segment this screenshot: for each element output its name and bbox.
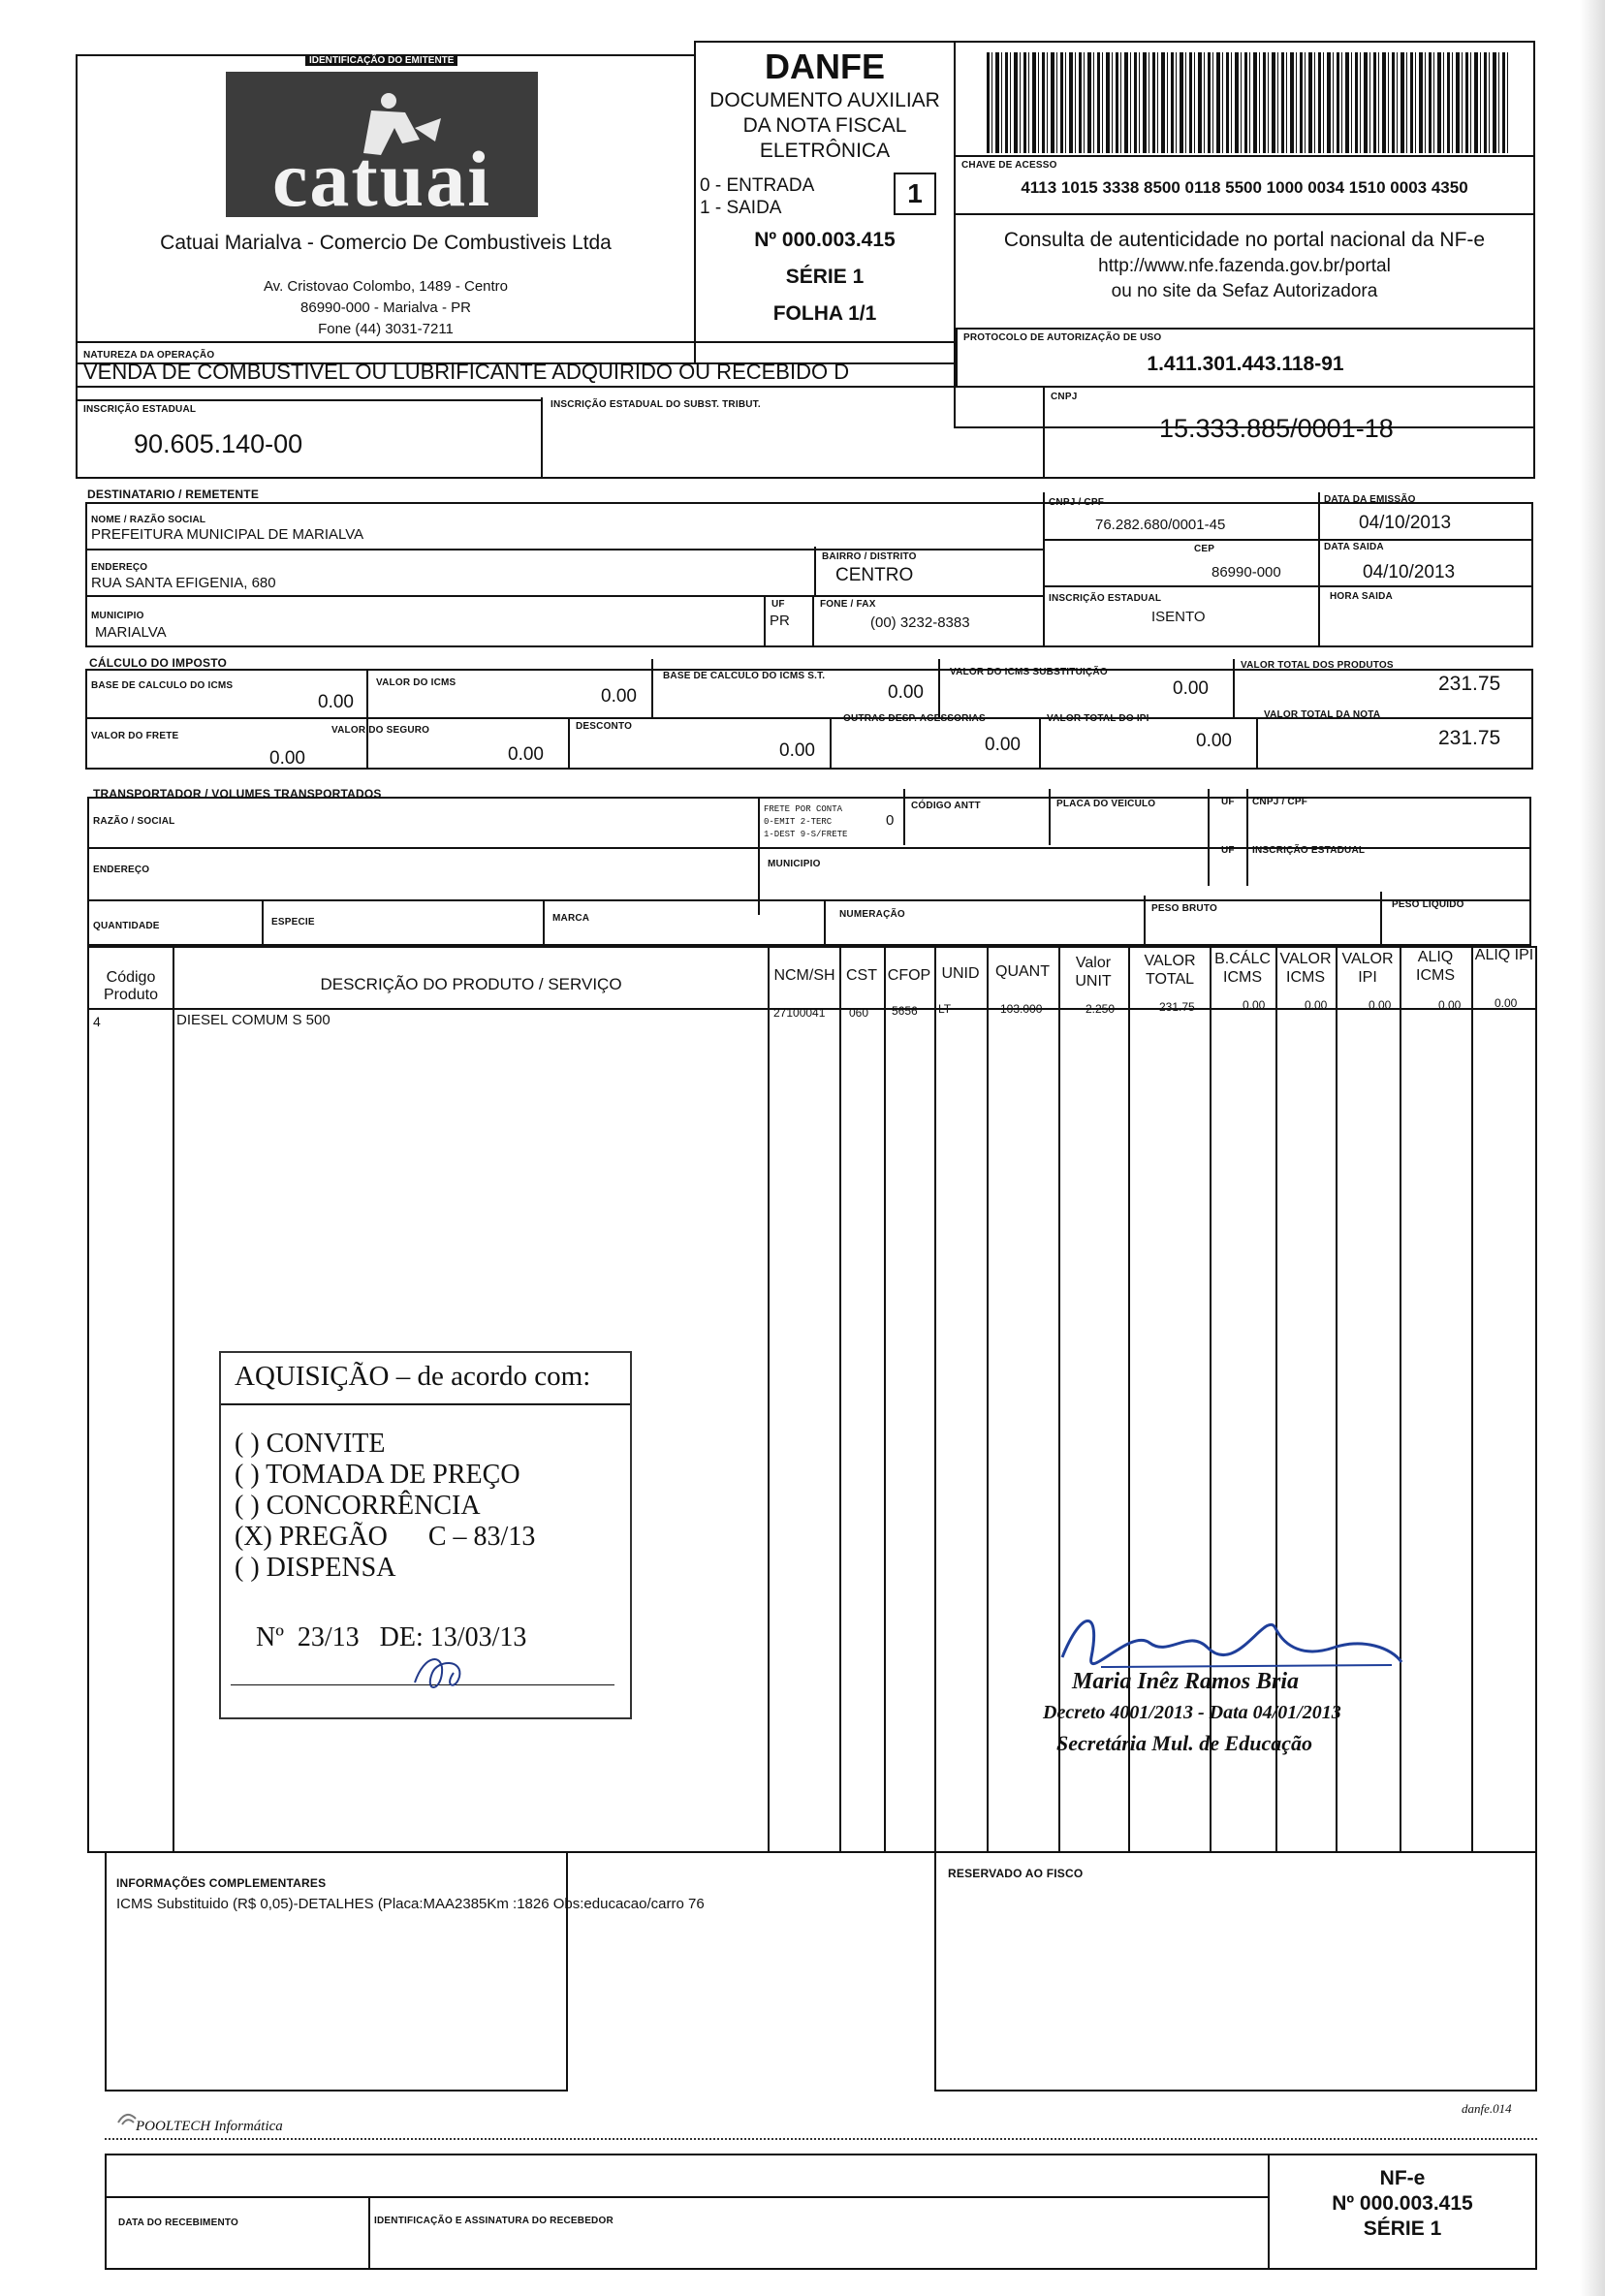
hdr-descricao: DESCRIÇÃO DO PRODUTO / SERVIÇO <box>320 975 622 993</box>
row-ncm: 27100041 <box>773 1006 826 1020</box>
stamp-title: AQUISIÇÃO – de acordo com: <box>235 1361 591 1392</box>
hdr-quant: QUANT <box>995 963 1050 980</box>
stamp-opt-tomada: ( ) TOMADA DE PREÇO <box>235 1460 520 1490</box>
imp-v6 <box>1039 717 1041 770</box>
complementares-label: INFORMAÇÕES COMPLEMENTARES <box>116 1876 327 1890</box>
dest-r-line-2 <box>1043 585 1533 587</box>
frete-label: VALOR DO FRETE <box>91 731 179 741</box>
dest-line-2 <box>85 595 1045 597</box>
valor-icms-value: 0.00 <box>601 686 637 707</box>
imp-v1 <box>366 669 368 770</box>
imposto-section-label: CÁLCULO DO IMPOSTO <box>89 656 228 670</box>
dest-ie-label: INSCRIÇÃO ESTADUAL <box>1049 593 1162 604</box>
row-descricao: DIESEL COMUM S 500 <box>176 1012 330 1028</box>
signature-line2: Decreto 4001/2013 - Data 04/01/2013 <box>1043 1702 1341 1723</box>
dest-r-line-1 <box>1043 539 1533 541</box>
valor-icms-label: VALOR DO ICMS <box>376 677 456 688</box>
hdr-aicms: ALIQ ICMS <box>1416 949 1455 984</box>
desconto-value: 0.00 <box>779 740 815 761</box>
danfe-sub3: ELETRÔNICA <box>759 140 891 162</box>
consulta-line1: Consulta de autenticidade no portal nacional da NF-e <box>1003 229 1486 251</box>
emitente-city: 86990-000 - Marialva - PR <box>300 299 471 316</box>
tr-uf2-label: UF <box>1221 845 1235 856</box>
stamp-numero: Nº 23/13 DE: 13/03/13 <box>256 1622 527 1652</box>
dest-vline-fone <box>812 595 814 647</box>
uf-label: UF <box>771 599 785 610</box>
row-bcalc: 0.00 <box>1243 998 1266 1012</box>
footer-nfe: NF-e <box>1379 2167 1426 2189</box>
danfe-saida: 1 - SAIDA <box>700 198 782 218</box>
emissao-label: DATA DA EMISSÃO <box>1324 494 1416 505</box>
stamp-opt-pregao: (X) PREGÃO C – 83/13 <box>235 1522 536 1552</box>
total-produtos-value: 231.75 <box>1438 673 1501 695</box>
tr-v-cnpj <box>1246 789 1248 886</box>
hdr-unid: UNID <box>941 965 980 982</box>
natureza-label: NATUREZA DA OPERAÇÃO <box>83 350 215 361</box>
col-v-ncm <box>768 946 770 1853</box>
hdr-ncm: NCM/SH <box>773 967 835 984</box>
base-icms-label: BASE DE CALCULO DO ICMS <box>91 680 234 691</box>
col-v-quant <box>987 946 989 1853</box>
signature-line3: Secretária Mul. de Educação <box>1056 1731 1312 1755</box>
valor-st-value: 0.00 <box>1173 678 1209 699</box>
tr-v-q1 <box>262 899 264 946</box>
quantidade-label: QUANTIDADE <box>93 921 160 931</box>
row-vicms: 0.00 <box>1305 998 1328 1012</box>
fisco-box <box>934 1851 1537 2092</box>
chave-value: 4113 1015 3338 8500 0118 5500 1000 0034 1510 0003 4350 <box>1021 178 1468 197</box>
stamp-opt-concorrencia: ( ) CONCORRÊNCIA <box>235 1491 481 1521</box>
danfe-folha: FOLHA 1/1 <box>772 302 877 325</box>
logo-text: catuai <box>271 135 492 223</box>
tr-v-frete <box>758 797 760 915</box>
protocolo-value: 1.411.301.443.118-91 <box>1147 353 1344 375</box>
emitente-section-label: IDENTIFICAÇÃO DO EMITENTE <box>305 55 457 66</box>
tr-ie-label: INSCRIÇÃO ESTADUAL <box>1252 845 1366 856</box>
recebimento-mid-line <box>105 2196 1268 2198</box>
base-st-label: BASE DE CALCULO DO ICMS S.T. <box>663 671 826 681</box>
tr-v-uf <box>1208 789 1210 886</box>
destinatario-section-label: DESTINATARIO / REMETENTE <box>87 488 260 501</box>
col-v-cfop <box>884 946 886 1853</box>
ie-value: 90.605.140-00 <box>134 429 303 458</box>
fone-value: (00) 3232-8383 <box>870 614 970 631</box>
frete-conta-value: 0 <box>886 812 895 829</box>
transportador-section-label: TRANSPORTADOR / VOLUMES TRANSPORTADOS <box>93 787 382 801</box>
base-icms-value: 0.00 <box>318 692 354 712</box>
emitente-company: Catuai Marialva - Comercio De Combustiveis Ltda <box>160 232 612 254</box>
desconto-label: DESCONTO <box>576 721 633 732</box>
hdr-cfop: CFOP <box>887 967 931 984</box>
imp-v5 <box>938 659 940 717</box>
col-v-aipi <box>1471 946 1473 1853</box>
imp-v8 <box>1256 717 1258 770</box>
tr-v-q4 <box>1144 896 1146 946</box>
imp-v7 <box>1233 659 1235 717</box>
outras-value: 0.00 <box>985 735 1021 755</box>
frete-value: 0.00 <box>269 748 305 769</box>
tr-municipio-label: MUNICIPIO <box>768 859 821 869</box>
base-st-value: 0.00 <box>888 682 924 703</box>
ie-divider <box>541 397 543 479</box>
frete-conta-line3: 1-DEST 9-S/FRETE <box>764 830 848 839</box>
hdr-aipi: ALIQ IPI <box>1474 947 1534 963</box>
dest-cnpj-value: 76.282.680/0001-45 <box>1095 517 1226 533</box>
row-cfop: 5656 <box>892 1004 918 1018</box>
tr-v-antt <box>903 789 905 845</box>
col-v-unid <box>934 946 936 1853</box>
row-unid: LT <box>938 1002 952 1016</box>
total-produtos-label: VALOR TOTAL DOS PRODUTOS <box>1241 660 1394 671</box>
total-nota-value: 231.75 <box>1438 727 1501 749</box>
pooltech-logo-icon <box>116 2109 138 2126</box>
cnpj-divider <box>1043 386 1045 479</box>
stamp-opt-dispensa: ( ) DISPENSA <box>235 1553 396 1583</box>
saida-value: 04/10/2013 <box>1363 562 1456 582</box>
hdr-vunit: Valor UNIT <box>1075 955 1112 990</box>
tr-razao-label: RAZÃO / SOCIAL <box>93 816 175 827</box>
cut-line <box>105 2138 1537 2140</box>
cnpj-value: 15.333.885/0001-18 <box>1159 414 1394 443</box>
ie-st-label: INSCRIÇÃO ESTADUAL DO SUBST. TRIBUT. <box>551 399 761 410</box>
row-aipi: 0.00 <box>1495 996 1518 1010</box>
imp-v2 <box>568 717 570 770</box>
frete-conta-line2: 0-EMIT 2-TERC <box>764 817 833 827</box>
municipio-value: MARIALVA <box>95 624 167 641</box>
bairro-value: CENTRO <box>835 565 914 585</box>
emitente-phone: Fone (44) 3031-7211 <box>318 321 454 337</box>
chave-divider-2 <box>954 213 1535 215</box>
pooltech-brand: POOLTECH Informática <box>136 2119 283 2134</box>
municipio-label: MUNICIPIO <box>91 611 144 621</box>
tr-v-placa <box>1049 789 1051 845</box>
row-vunit: 2.250 <box>1086 1002 1116 1016</box>
recebimento-label: DATA DO RECEBIMENTO <box>118 2217 238 2228</box>
dest-vline-bairro <box>814 547 816 597</box>
stamp-title-line <box>221 1403 630 1405</box>
complementares-text: ICMS Substituido (R$ 0,05)-DETALHES (Placa:MAA2385Km :1826 Obs:educacao/carro 76 <box>116 1896 705 1912</box>
hdr-vtotal: VALOR TOTAL <box>1144 953 1196 988</box>
ipi-value: 0.00 <box>1196 731 1232 751</box>
total-nota-label: VALOR TOTAL DA NOTA <box>1264 709 1381 720</box>
footer-code: danfe.014 <box>1462 2101 1512 2116</box>
row-aicms: 0.00 <box>1438 998 1462 1012</box>
hdr-vipi: VALOR IPI <box>1341 951 1394 986</box>
dest-vline-uf <box>764 595 766 647</box>
stamp-opt-convite: ( ) CONVITE <box>235 1429 386 1459</box>
barcode <box>987 52 1510 153</box>
dest-ie-value: ISENTO <box>1151 609 1206 625</box>
marca-label: MARCA <box>552 913 590 924</box>
fisco-label: RESERVADO AO FISCO <box>948 1867 1084 1880</box>
seguro-value: 0.00 <box>508 744 544 765</box>
peso-liquido-label: PESO LIQUIDO <box>1392 899 1464 910</box>
chave-divider <box>954 155 1535 157</box>
row-cst: 060 <box>849 1006 869 1020</box>
danfe-entrada: 0 - ENTRADA <box>700 175 815 196</box>
footer-serie: SÉRIE 1 <box>1363 2217 1442 2240</box>
danfe-numero: Nº 000.003.415 <box>754 229 896 251</box>
seguro-label: VALOR DO SEGURO <box>331 725 430 736</box>
row-quant: 103.000 <box>1000 1002 1043 1016</box>
assinatura-label: IDENTIFICAÇÃO E ASSINATURA DO RECEBEDOR <box>374 2216 614 2226</box>
frete-conta-line1: FRETE POR CONTA <box>764 804 843 814</box>
especie-label: ESPECIE <box>271 917 315 928</box>
uf-value: PR <box>770 613 790 629</box>
ipi-label: VALOR TOTAL DO IPI <box>1047 713 1149 724</box>
tr-uf-label: UF <box>1221 797 1235 807</box>
row-codigo: 4 <box>93 1014 101 1029</box>
cnpj-label: CNPJ <box>1051 392 1078 402</box>
placa-label: PLACA DO VEICULO <box>1056 799 1156 809</box>
dest-vline-cnpj <box>1043 492 1045 647</box>
signature-name: Maria Inêz Ramos Bria <box>1072 1669 1300 1694</box>
cep-value: 86990-000 <box>1212 564 1281 581</box>
danfe-sub1: DOCUMENTO AUXILIAR <box>709 89 940 111</box>
cep-label: CEP <box>1194 544 1215 554</box>
row-vtotal: 231.75 <box>1159 1000 1195 1014</box>
ie-top-line <box>76 399 541 401</box>
peso-bruto-label: PESO BRUTO <box>1151 903 1217 914</box>
danfe-title: DANFE <box>765 47 885 86</box>
destinatario-box <box>85 502 1533 647</box>
dest-vline-date <box>1318 492 1320 647</box>
hdr-codigo: Código Produto <box>103 969 159 1003</box>
bairro-label: BAIRRO / DISTRITO <box>822 551 917 562</box>
col-v-cst <box>839 946 841 1853</box>
danfe-tipo: 1 <box>894 173 936 215</box>
endereco-label: ENDEREÇO <box>91 562 148 573</box>
recebimento-divider <box>368 2196 370 2270</box>
danfe-sub2: DA NOTA FISCAL <box>742 114 907 137</box>
dest-cnpj-label: CNPJ / CPF <box>1049 497 1105 508</box>
tr-v-q5 <box>1380 892 1382 946</box>
saida-label: DATA SAIDA <box>1324 542 1384 552</box>
company-logo <box>226 72 538 223</box>
emitente-address: Av. Cristovao Colombo, 1489 - Centro <box>263 278 509 295</box>
hdr-vicms: VALOR ICMS <box>1279 951 1332 986</box>
ie-label: INSCRIÇÃO ESTADUAL <box>83 404 197 415</box>
endereco-value: RUA SANTA EFIGENIA, 680 <box>91 575 276 591</box>
col-v-aicms <box>1400 946 1401 1853</box>
tr-line-2 <box>87 899 1531 901</box>
tr-cnpj-label: CNPJ / CPF <box>1252 797 1308 807</box>
imp-v4 <box>830 717 832 770</box>
imp-v3 <box>651 659 653 717</box>
protocolo-label: PROTOCOLO DE AUTORIZAÇÃO DE USO <box>963 332 1162 343</box>
outras-label: OUTRAS DESP. ACESSORIAS <box>843 713 986 724</box>
nome-label: NOME / RAZÃO SOCIAL <box>91 515 206 525</box>
page-edge <box>1580 0 1605 2296</box>
tr-endereco-label: ENDEREÇO <box>93 865 150 875</box>
hdr-cst: CST <box>846 967 877 984</box>
hdr-bcalc: B.CÁLC ICMS <box>1214 951 1271 986</box>
consulta-line2: http://www.nfe.fazenda.gov.br/portal <box>1098 256 1391 276</box>
row-vipi: 0.00 <box>1369 998 1392 1012</box>
dest-line-1 <box>85 549 1045 550</box>
emissao-value: 04/10/2013 <box>1359 513 1452 533</box>
fone-label: FONE / FAX <box>820 599 876 610</box>
tr-v-q2 <box>543 899 545 946</box>
aquisicao-stamp <box>219 1351 632 1719</box>
hora-label: HORA SAIDA <box>1330 591 1393 602</box>
stamp-initials-icon <box>405 1644 483 1702</box>
footer-numero: Nº 000.003.415 <box>1332 2192 1473 2215</box>
valor-st-label: VALOR DO ICMS SUBSTITUIÇÃO <box>950 667 1108 677</box>
tr-v-q3 <box>824 899 826 946</box>
natureza-value: VENDA DE COMBUSTIVEL OU LUBRIFICANTE ADQUIRIDO OU RECEBIDO D <box>83 360 850 384</box>
nome-value: PREFEITURA MUNICIPAL DE MARIALVA <box>91 526 364 543</box>
danfe-serie: SÉRIE 1 <box>785 266 865 288</box>
col-v-codigo <box>173 946 174 1853</box>
antt-label: CÓDIGO ANTT <box>911 801 981 811</box>
chave-label: CHAVE DE ACESSO <box>961 160 1057 171</box>
numeracao-label: NUMERAÇÃO <box>839 909 905 920</box>
consulta-line3: ou no site da Sefaz Autorizadora <box>1111 281 1378 301</box>
